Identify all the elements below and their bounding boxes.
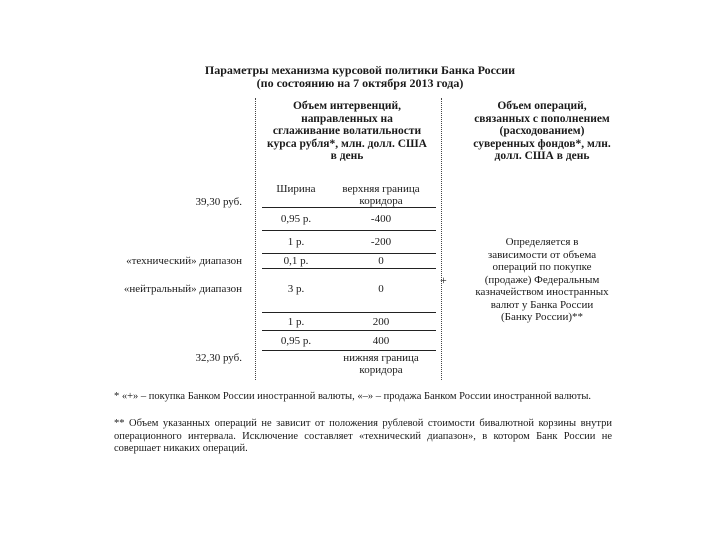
interventions-header-line: сглаживание волатильности xyxy=(272,125,422,137)
operations-description-line: (продаже) Федеральным xyxy=(484,273,600,286)
row-width: 1 р. xyxy=(287,236,305,248)
operations-description xyxy=(452,236,632,324)
interventions-header xyxy=(262,100,432,163)
operations-description-line: валют у Банка России xyxy=(490,298,594,311)
column-divider-right xyxy=(441,98,442,380)
operations-description-line: казначейством иностранных xyxy=(475,286,609,298)
table-rule xyxy=(262,330,436,331)
table-rule xyxy=(262,207,436,208)
footnote-2: ** Объем указанных операций не зависит от положения рублевой стоимости бивалютной корзины внутри операционного интервала. Исключение составляет «технический диапазон», в котором Банк России не совершает никаких операций. xyxy=(114,418,612,454)
operations-header xyxy=(452,100,632,163)
row-value: -200 xyxy=(370,236,392,248)
interventions-header-line: направленных на xyxy=(301,112,393,125)
column-divider-left xyxy=(255,98,256,380)
lower-bound-label xyxy=(332,352,430,376)
operations-description-line: Определяется в xyxy=(505,236,579,248)
document-title: Параметры механизма курсовой политики Банка России xyxy=(204,63,516,77)
table-rule xyxy=(262,268,436,269)
row-value: 0 xyxy=(378,255,384,267)
neutral-range-label: «нейтральный» диапазон xyxy=(123,283,242,295)
interventions-header-line: в день xyxy=(330,150,364,162)
table-rule xyxy=(262,230,436,231)
row-width: 0,95 р. xyxy=(280,213,312,225)
operations-header-line: суверенных фондов*, млн. xyxy=(473,137,611,150)
row-width: 0,1 р. xyxy=(283,255,309,267)
operations-description-line: операций по покупке xyxy=(492,261,592,273)
table-rule xyxy=(262,312,436,313)
lower-bound-line: нижняя граница xyxy=(343,352,419,364)
row-width: 1 р. xyxy=(287,316,305,328)
row-width: 3 р. xyxy=(287,283,305,295)
technical-range-label: «технический» диапазон xyxy=(126,255,242,267)
lower-price-label: 32,30 руб. xyxy=(195,352,242,364)
interventions-header-line: Объем интервенций, xyxy=(292,100,402,112)
table-rule xyxy=(262,350,436,351)
operations-header-line: связанных с пополнением xyxy=(474,112,610,125)
upper-bound-line: коридора xyxy=(359,195,403,207)
row-value: 400 xyxy=(372,335,390,347)
footnote-1: * «+» – покупка Банком России иностранной валюты, «–» – продажа Банком России иностранной валюты. xyxy=(114,391,592,402)
operations-header-line: Объем операций, xyxy=(497,100,587,112)
upper-price-label: 39,30 руб. xyxy=(195,196,242,208)
operations-header-line: (расходованием) xyxy=(499,125,585,137)
document-subtitle: (по состоянию на 7 октября 2013 года) xyxy=(256,76,464,90)
interventions-header-line: курса рубля*, млн. долл. США xyxy=(267,137,427,150)
plus-sign: + xyxy=(440,273,447,287)
upper-bound-line: верхняя граница xyxy=(342,183,420,195)
operations-header-line: долл. США в день xyxy=(494,150,590,162)
row-width: 0,95 р. xyxy=(280,335,312,347)
operations-description-line: зависимости от объема xyxy=(487,248,597,261)
row-value: 200 xyxy=(372,316,390,328)
lower-bound-line: коридора xyxy=(359,364,403,376)
table-rule xyxy=(262,253,436,254)
operations-description-line: (Банку России)** xyxy=(500,311,583,323)
upper-bound-label xyxy=(332,183,430,207)
row-value: -400 xyxy=(370,213,392,225)
row-value: 0 xyxy=(378,283,384,295)
width-column-header: Ширина xyxy=(276,183,316,195)
